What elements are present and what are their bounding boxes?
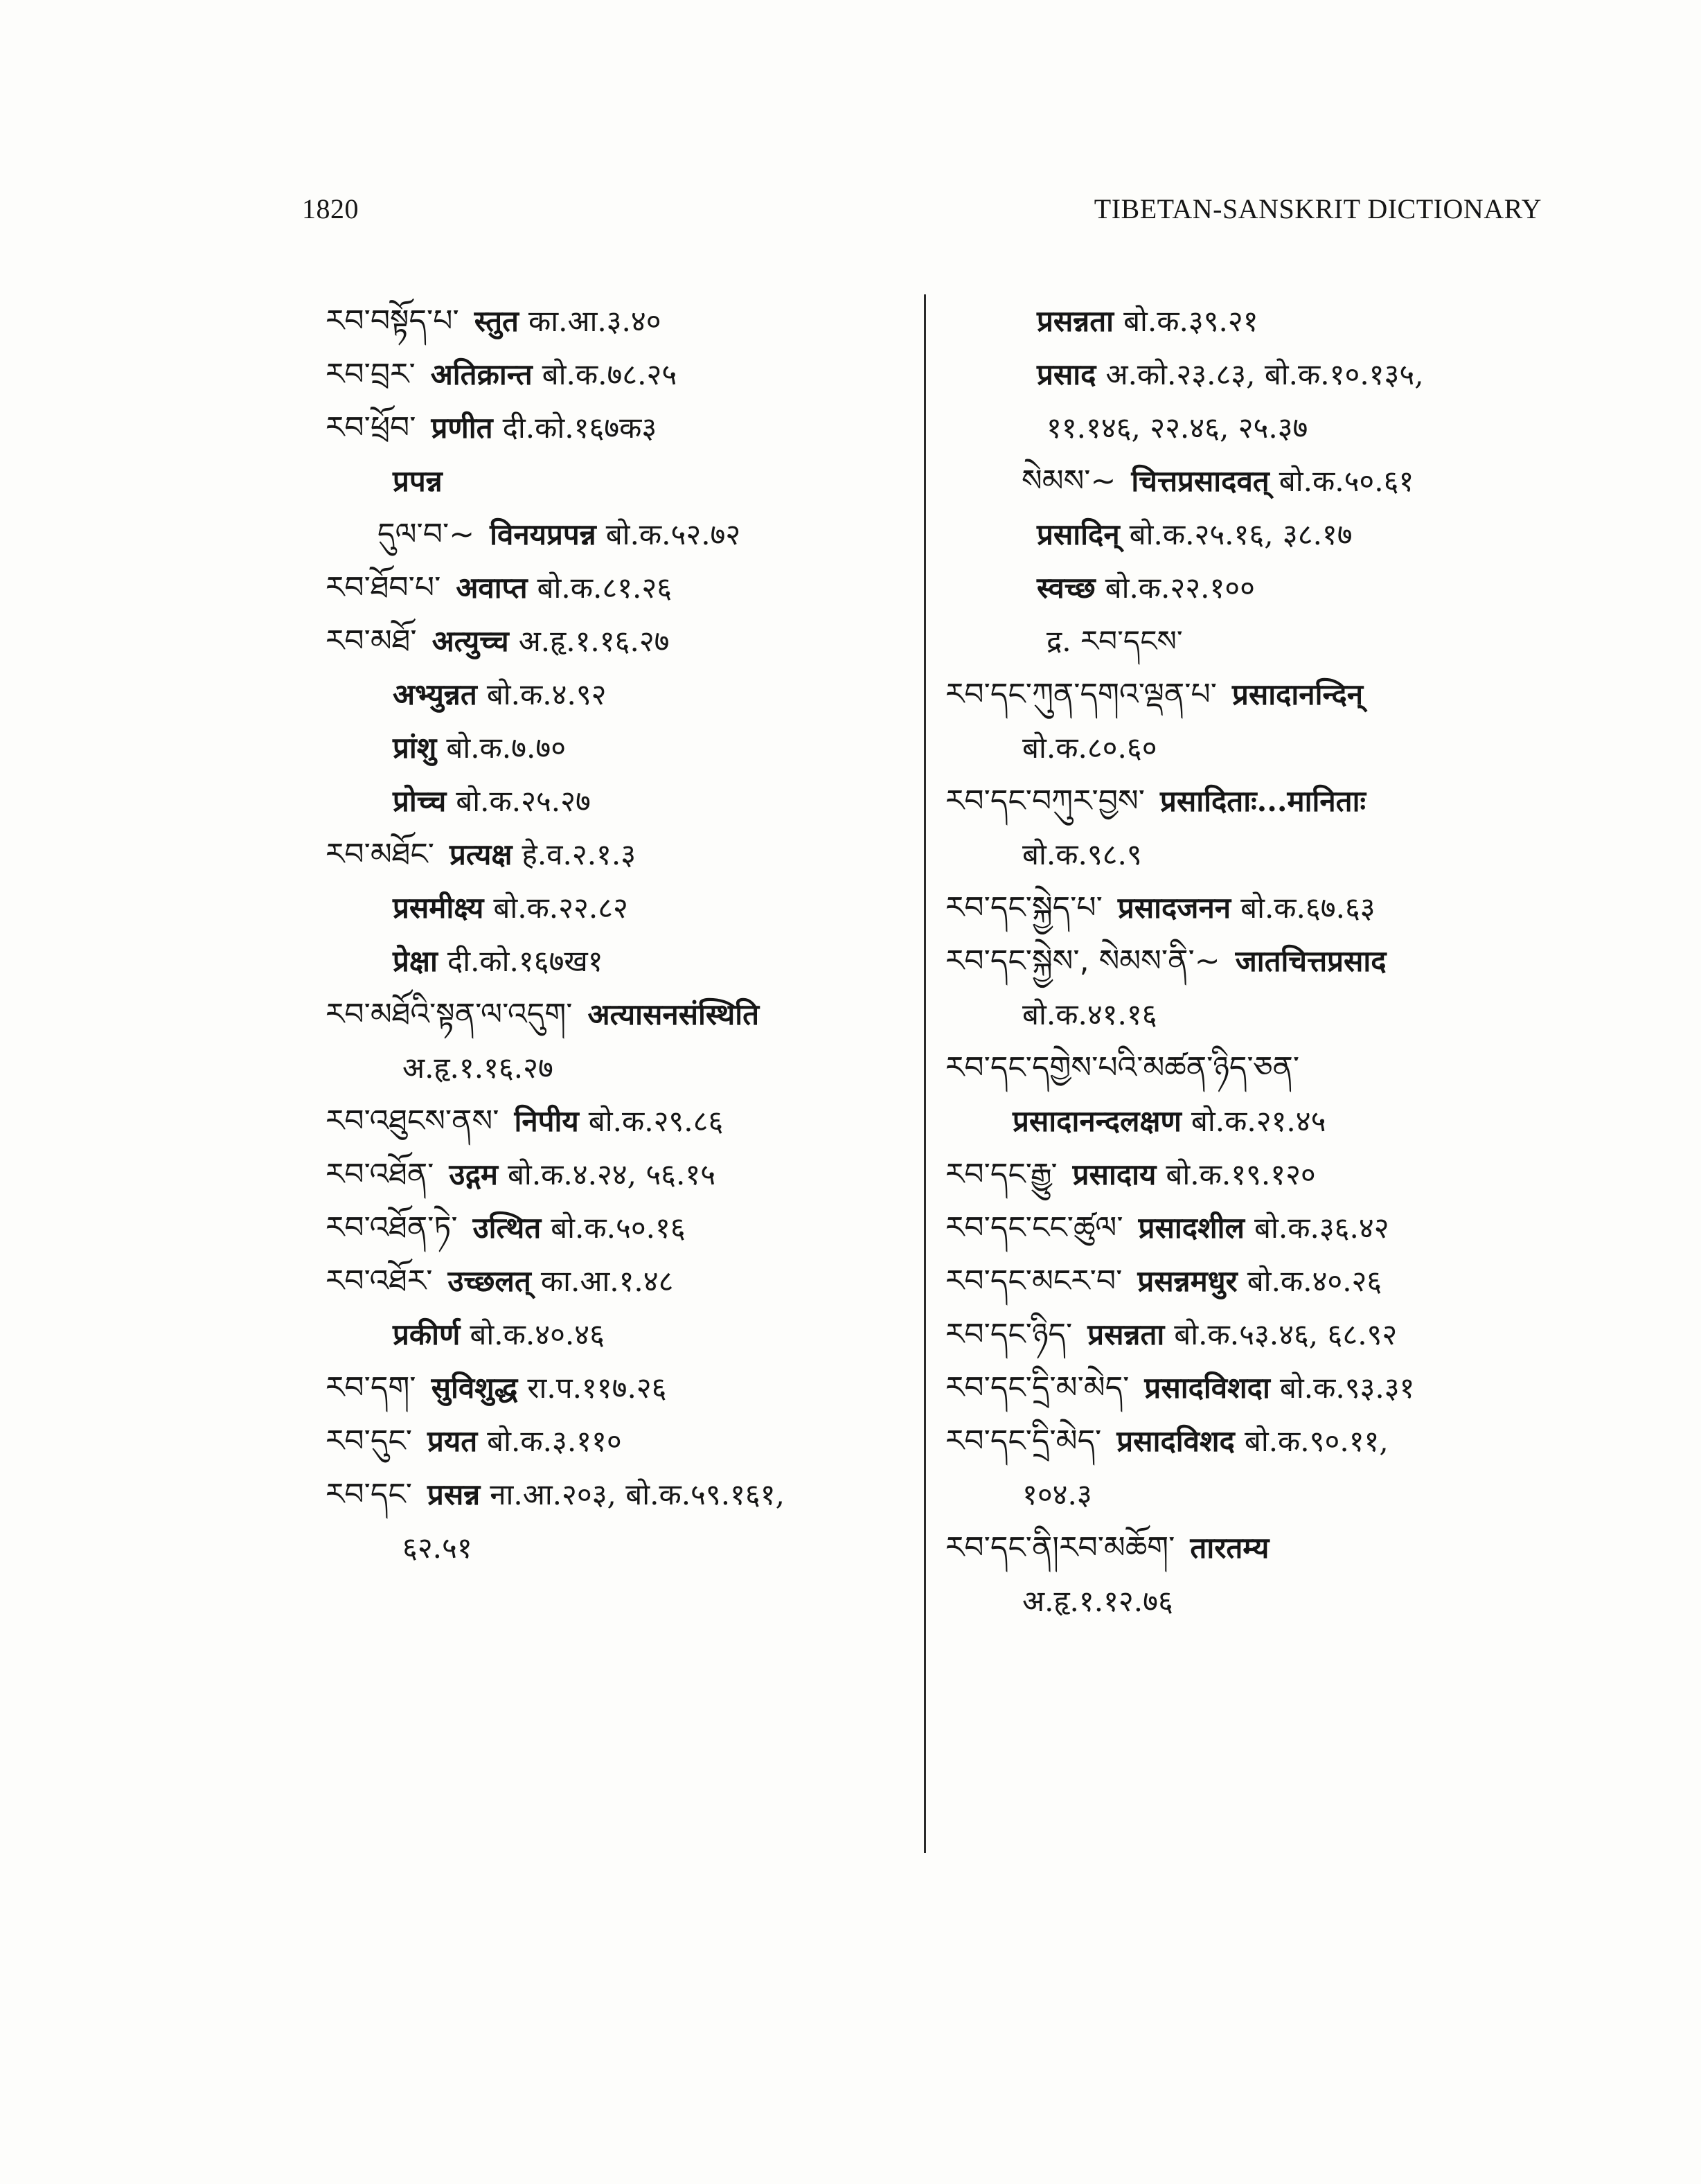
sanskrit-equivalent: तारतम्य: [1190, 1531, 1270, 1565]
dictionary-line: [945, 1041, 1548, 1094]
sanskrit-equivalent: प्रेक्षा: [393, 944, 438, 978]
dictionary-line: [945, 1468, 1548, 1521]
sanskrit-equivalent: प्रोच्च: [393, 784, 447, 818]
tibetan-headword: རབ་དང་བཀུར་བྱས་: [945, 783, 1145, 819]
dictionary-line: [326, 1201, 893, 1254]
dictionary-line: [326, 294, 893, 348]
running-title: TIBETAN-SANSKRIT DICTIONARY: [1094, 193, 1542, 224]
dictionary-line: [326, 454, 893, 508]
dictionary-line: [945, 1148, 1548, 1201]
source-reference: बो.क.८०.६०: [1022, 731, 1157, 765]
tibetan-headword: རབ་ཕྲོབ་: [326, 410, 416, 445]
source-reference: बो.क.२५.१६, ३८.१७: [1129, 517, 1353, 551]
dictionary-line: [326, 614, 893, 668]
tibetan-headword: རབ་དང་ཀུན་དགའ་ལྡན་པ་: [945, 677, 1217, 712]
sanskrit-equivalent: प्रसादविशद: [1116, 1424, 1235, 1458]
source-reference: बो.क.५०.६१: [1279, 464, 1414, 498]
sanskrit-equivalent: प्रसन्न: [427, 1477, 481, 1511]
source-reference: ६२.५१: [402, 1531, 472, 1565]
dictionary-line: [945, 454, 1548, 508]
sanskrit-equivalent: उद्गम: [449, 1157, 498, 1191]
sanskrit-equivalent: प्रसादजनन: [1117, 891, 1231, 925]
source-reference: बो.क.८१.२६: [537, 571, 673, 605]
source-reference: ना.आ.२०३, बो.क.५९.१६१,: [490, 1477, 785, 1511]
tibetan-headword: རབ་དང་སྐྱེད་པ་: [945, 890, 1103, 925]
dictionary-line: [326, 348, 893, 401]
source-reference: अ.हृ.१.१२.७६: [1022, 1584, 1173, 1618]
source-reference: बो.क.९०.११,: [1244, 1424, 1389, 1458]
tibetan-headword: རབ་འཐོར་: [326, 1263, 433, 1299]
source-reference: बो.क.९३.३१: [1279, 1371, 1415, 1405]
source-reference: १०४.३: [1022, 1477, 1092, 1511]
page-number: 1820: [302, 193, 359, 224]
sanskrit-equivalent: प्रांशु: [393, 731, 437, 765]
tibetan-headword: སེམས་~: [1022, 463, 1116, 499]
sanskrit-equivalent: प्रपन्न: [393, 464, 443, 498]
sanskrit-equivalent: प्रसन्नता: [1087, 1317, 1165, 1351]
tibetan-headword: རབ་བྲར་: [326, 357, 416, 392]
dictionary-line: [326, 934, 893, 988]
source-reference: बो.क.२१.४५: [1191, 1104, 1326, 1138]
dictionary-line: [945, 1361, 1548, 1414]
tibetan-headword: རབ་དག་: [326, 1370, 416, 1405]
source-reference: बो.क.९८.९: [1022, 837, 1142, 871]
source-reference: बो.क.५३.४६, ६८.९२: [1174, 1317, 1398, 1351]
dictionary-line: [326, 721, 893, 774]
dictionary-line: [326, 1308, 893, 1361]
dictionary-line: [945, 348, 1548, 401]
dictionary-line: [326, 561, 893, 614]
source-reference: अ.हृ.१.१६.२७: [518, 624, 670, 658]
source-reference: बो.क.२२.१००: [1105, 571, 1255, 605]
dictionary-line: [326, 401, 893, 454]
dictionary-line: [945, 721, 1548, 774]
tibetan-headword: རབ་དུང་: [326, 1423, 412, 1459]
dictionary-line: [945, 1414, 1548, 1468]
source-reference: बो.क.२५.२७: [456, 784, 591, 818]
source-reference: बो.क.३६.४२: [1254, 1211, 1389, 1245]
source-reference: का.आ.३.४०: [528, 304, 661, 338]
sanskrit-equivalent: प्रणीत: [431, 411, 493, 445]
sanskrit-equivalent: प्रत्यक्ष: [449, 837, 513, 871]
sanskrit-equivalent: प्रसाद: [1037, 357, 1096, 391]
source-reference: बो.क.४०.२६: [1247, 1264, 1382, 1298]
sanskrit-equivalent: अतिक्रान्त: [430, 357, 533, 391]
dictionary-line: [945, 561, 1548, 614]
dictionary-line: [326, 1468, 893, 1521]
sanskrit-equivalent: निपीय: [514, 1104, 579, 1138]
sanskrit-equivalent: अभ्युन्नत: [393, 677, 477, 711]
sanskrit-equivalent: स्तुत: [474, 304, 519, 338]
tibetan-headword: རབ་དང་སྐྱེས་, སེམས་ནི་~: [945, 943, 1220, 979]
tibetan-headword: རབ་འཐུངས་ནས་: [326, 1103, 499, 1139]
tibetan-headword: རབ་དང་དྲི་མ་མེད་: [945, 1370, 1130, 1405]
sanskrit-equivalent: सुविशुद्ध: [431, 1371, 518, 1405]
sanskrit-equivalent: प्रसादिन्: [1037, 517, 1120, 551]
dictionary-line: [326, 774, 893, 828]
sanskrit-equivalent: विनयप्रपन्न: [490, 517, 596, 551]
page-header: [302, 193, 1542, 225]
dictionary-line: [326, 1361, 893, 1414]
sanskrit-equivalent: प्रसन्नता: [1037, 304, 1114, 338]
tibetan-headword: དུལ་བ་~: [377, 517, 475, 552]
dictionary-line: [945, 1574, 1548, 1628]
tibetan-headword: རབ་འཐོན་ཏེ་: [326, 1210, 458, 1245]
source-reference: बो.क.२२.८२: [493, 891, 628, 925]
source-reference: रा.प.११७.२६: [527, 1371, 667, 1405]
source-reference: बो.क.४.९२: [486, 677, 607, 711]
sanskrit-equivalent: प्रकीर्ण: [393, 1317, 461, 1351]
source-reference: बो.क.७८.२५: [542, 357, 677, 391]
source-reference: द्र. རབ་དངས་: [1047, 624, 1183, 658]
sanskrit-equivalent: अत्युच्च: [431, 624, 509, 658]
tibetan-headword: རབ་དང་མངར་བ་: [945, 1263, 1123, 1299]
dictionary-line: [945, 988, 1548, 1041]
sanskrit-equivalent: चित्तप्रसादवत्: [1131, 464, 1270, 498]
dictionary-line: [326, 1414, 893, 1468]
source-reference: बो.क.१९.१२०: [1166, 1157, 1316, 1191]
dictionary-line: [945, 1254, 1548, 1308]
sanskrit-equivalent: प्रसमीक्ष्य: [393, 891, 484, 925]
tibetan-headword: རབ་མཐོ་: [326, 623, 417, 659]
dictionary-line: [945, 934, 1548, 988]
dictionary-line: [945, 294, 1548, 348]
dictionary-line: [945, 774, 1548, 828]
source-reference: बो.क.६७.६३: [1240, 891, 1375, 925]
sanskrit-equivalent: प्रसादानन्दिन्: [1231, 677, 1364, 711]
tibetan-headword: རབ་དང་དགྱེས་པའི་མཚན་ཉིད་ཅན་: [945, 1050, 1300, 1085]
tibetan-headword: རབ་དང་ཉིད་: [945, 1317, 1073, 1352]
source-reference: अ.हृ.१.१६.२७: [402, 1051, 553, 1085]
source-reference: अ.को.२३.८३, बो.क.१०.१३५,: [1105, 357, 1424, 391]
right-column: [945, 294, 1548, 1628]
tibetan-headword: རབ་ཐོབ་པ་: [326, 570, 441, 605]
column-divider: [924, 294, 926, 1853]
tibetan-headword: རབ་དང་: [326, 1477, 412, 1512]
sanskrit-equivalent: जातचित्तप्रसाद: [1235, 944, 1387, 978]
dictionary-line: [326, 1094, 893, 1148]
source-reference: बो.क.२९.८६: [588, 1104, 724, 1138]
source-reference: का.आ.१.४८: [540, 1264, 674, 1298]
tibetan-headword: རབ་དང་ངང་ཚུལ་: [945, 1210, 1123, 1245]
dictionary-line: [326, 1254, 893, 1308]
tibetan-headword: རབ་བསྟོད་པ་: [326, 303, 459, 339]
tibetan-headword: རབ་དང་རྒྱུ་: [945, 1157, 1058, 1192]
dictionary-line: [326, 1521, 893, 1574]
source-reference: बो.क.५२.७२: [605, 517, 741, 551]
sanskrit-equivalent: प्रसादिताः...मानिताः: [1159, 784, 1366, 818]
source-reference: बो.क.४०.४६: [470, 1317, 605, 1351]
sanskrit-equivalent: प्रयत: [427, 1424, 478, 1458]
dictionary-line: [945, 614, 1548, 668]
dictionary-line: [945, 1308, 1548, 1361]
sanskrit-equivalent: प्रसादाय: [1072, 1157, 1157, 1191]
dictionary-line: [945, 1521, 1548, 1574]
source-reference: बो.क.३.११०: [487, 1424, 622, 1458]
sanskrit-equivalent: उत्थित: [472, 1211, 542, 1245]
dictionary-line: [945, 1201, 1548, 1254]
source-reference: हे.व.२.१.३: [522, 837, 636, 871]
sanskrit-equivalent: प्रसादशील: [1138, 1211, 1245, 1245]
sanskrit-equivalent: प्रसादविशदा: [1144, 1371, 1270, 1405]
dictionary-line: [326, 828, 893, 881]
source-reference: बो.क.७.७०: [446, 731, 567, 765]
tibetan-headword: རབ་དང་ནི།རབ་མཆོག་: [945, 1530, 1175, 1565]
dictionary-line: [326, 668, 893, 721]
sanskrit-equivalent: प्रसादानन्दलक्षण: [1013, 1104, 1182, 1138]
tibetan-headword: རབ་མཐོའི་སྟན་ལ་འདུག་: [326, 997, 573, 1032]
dictionary-line: [326, 508, 893, 561]
dictionary-line: [945, 1094, 1548, 1148]
tibetan-headword: རབ་དང་དྲི་མེད་: [945, 1423, 1102, 1459]
source-reference: बो.क.४.२४, ५६.१५: [507, 1157, 716, 1191]
tibetan-headword: རབ་འཐོན་: [326, 1157, 434, 1192]
tibetan-headword: རབ་མཐོང་: [326, 837, 434, 872]
sanskrit-equivalent: प्रसन्नमधुर: [1137, 1264, 1238, 1298]
dictionary-line: [945, 508, 1548, 561]
source-reference: दी.को.१६७ख१: [447, 944, 603, 978]
source-reference: बो.क.५०.१६: [551, 1211, 686, 1245]
source-reference: ११.१४६, २२.४६, २५.३७: [1047, 411, 1308, 445]
sanskrit-equivalent: उच्छलत्: [447, 1264, 531, 1298]
dictionary-line: [326, 881, 893, 934]
sanskrit-equivalent: स्वच्छ: [1037, 571, 1096, 605]
dictionary-line: [945, 401, 1548, 454]
dictionary-line: [945, 881, 1548, 934]
dictionary-line: [326, 988, 893, 1041]
source-reference: दी.को.१६७क३: [502, 411, 657, 445]
dictionary-line: [945, 828, 1548, 881]
dictionary-line: [326, 1148, 893, 1201]
dictionary-line: [326, 1041, 893, 1094]
left-column: [326, 294, 893, 1574]
sanskrit-equivalent: अत्यासनसंस्थिति: [587, 997, 760, 1031]
source-reference: बो.क.३९.२१: [1123, 304, 1258, 338]
dictionary-line: [945, 668, 1548, 721]
sanskrit-equivalent: अवाप्त: [456, 571, 528, 605]
source-reference: बो.क.४१.१६: [1022, 997, 1157, 1031]
